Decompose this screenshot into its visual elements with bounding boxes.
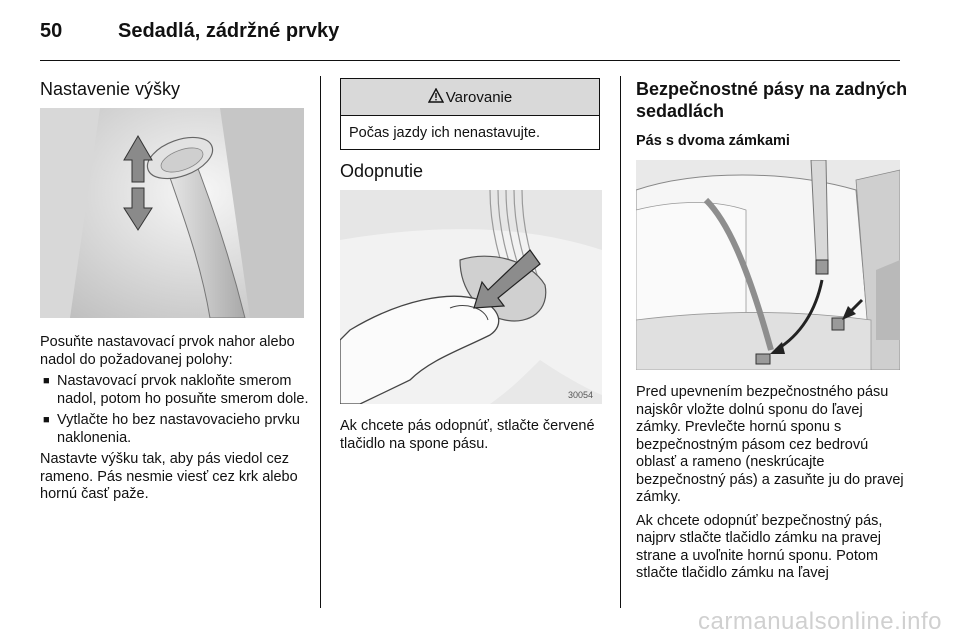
section-heading-rear-seat-belts: Bezpečnostné pásy na zadných sedadlách: [636, 79, 908, 121]
watermark: carmanualsonline.info: [698, 608, 942, 635]
list-item: [40, 373, 310, 408]
section-heading-release: Odopnutie: [340, 161, 424, 181]
warning-box: [340, 78, 600, 150]
warning-header: [341, 79, 599, 116]
paragraph: Posuňte nastavovací prvok nahor alebo nadol do požadovanej polohy:: [40, 334, 295, 368]
rear-seat-belt-text: [636, 384, 906, 583]
page-title: Sedadlá, zádržné prvky: [118, 20, 340, 42]
buckle-release-illustration: [340, 190, 602, 404]
list-item-text: Nastavovací prvok nakloňte smerom nadol, potom ho posuňte smerom dole.: [57, 373, 309, 407]
page-number: 50: [40, 20, 63, 42]
figure-buckle-release: [340, 190, 602, 404]
bullet-square-icon: ■: [43, 414, 50, 426]
figure-belt-height-adjuster: [40, 108, 304, 318]
bullet-square-icon: ■: [43, 375, 50, 387]
figure-code: 30054: [568, 390, 594, 400]
warning-triangle-icon: [428, 88, 444, 107]
height-adjustment-text: [40, 334, 310, 504]
paragraph: Ak chcete odopnúť bezpečnostný pás, najprv stlačte tlačidlo zámku na pravej strane a uvoľnite hornú sponu. Potom stlačte tlačidlo zámku na ľavej: [636, 512, 883, 581]
column-divider: [620, 76, 621, 608]
warning-title: Varovanie: [445, 88, 513, 106]
paragraph: Pred upevnením bezpečnostného pásu najskôr vložte dolnú sponu do ľavej zámky. Prevlečte hornú sponu s bezpečnostným pásom cez bedrovú oblasť a rameno (neskrúcajte bezpečnostný pás) a zasuňte ju do pravej zámky.: [636, 384, 904, 505]
belt-adjuster-illustration: [40, 108, 304, 318]
header-divider: [40, 60, 900, 61]
rear-seat-belt-illustration: [636, 160, 900, 370]
release-text: Ak chcete pás odopnúť, stlačte červené tlačidlo na spone pásu.: [340, 418, 595, 452]
list-item: [40, 412, 310, 447]
section-heading-height-adjustment: Nastavenie výšky: [40, 79, 181, 99]
warning-text: Počas jazdy ich nenastavujte.: [349, 125, 541, 141]
bullet-list: [40, 373, 310, 447]
paragraph: Nastavte výšku tak, aby pás viedol cez rameno. Pás nesmie viesť cez krk alebo hornú časť paže.: [40, 451, 298, 502]
subheading-two-lock-belt: Pás s dvoma zámkami: [636, 133, 790, 149]
figure-rear-seat-belt: [636, 160, 900, 370]
column-divider: [320, 76, 321, 608]
list-item-text: Vytlačte ho bez nastavovacieho prvku naklonenia.: [57, 412, 300, 446]
